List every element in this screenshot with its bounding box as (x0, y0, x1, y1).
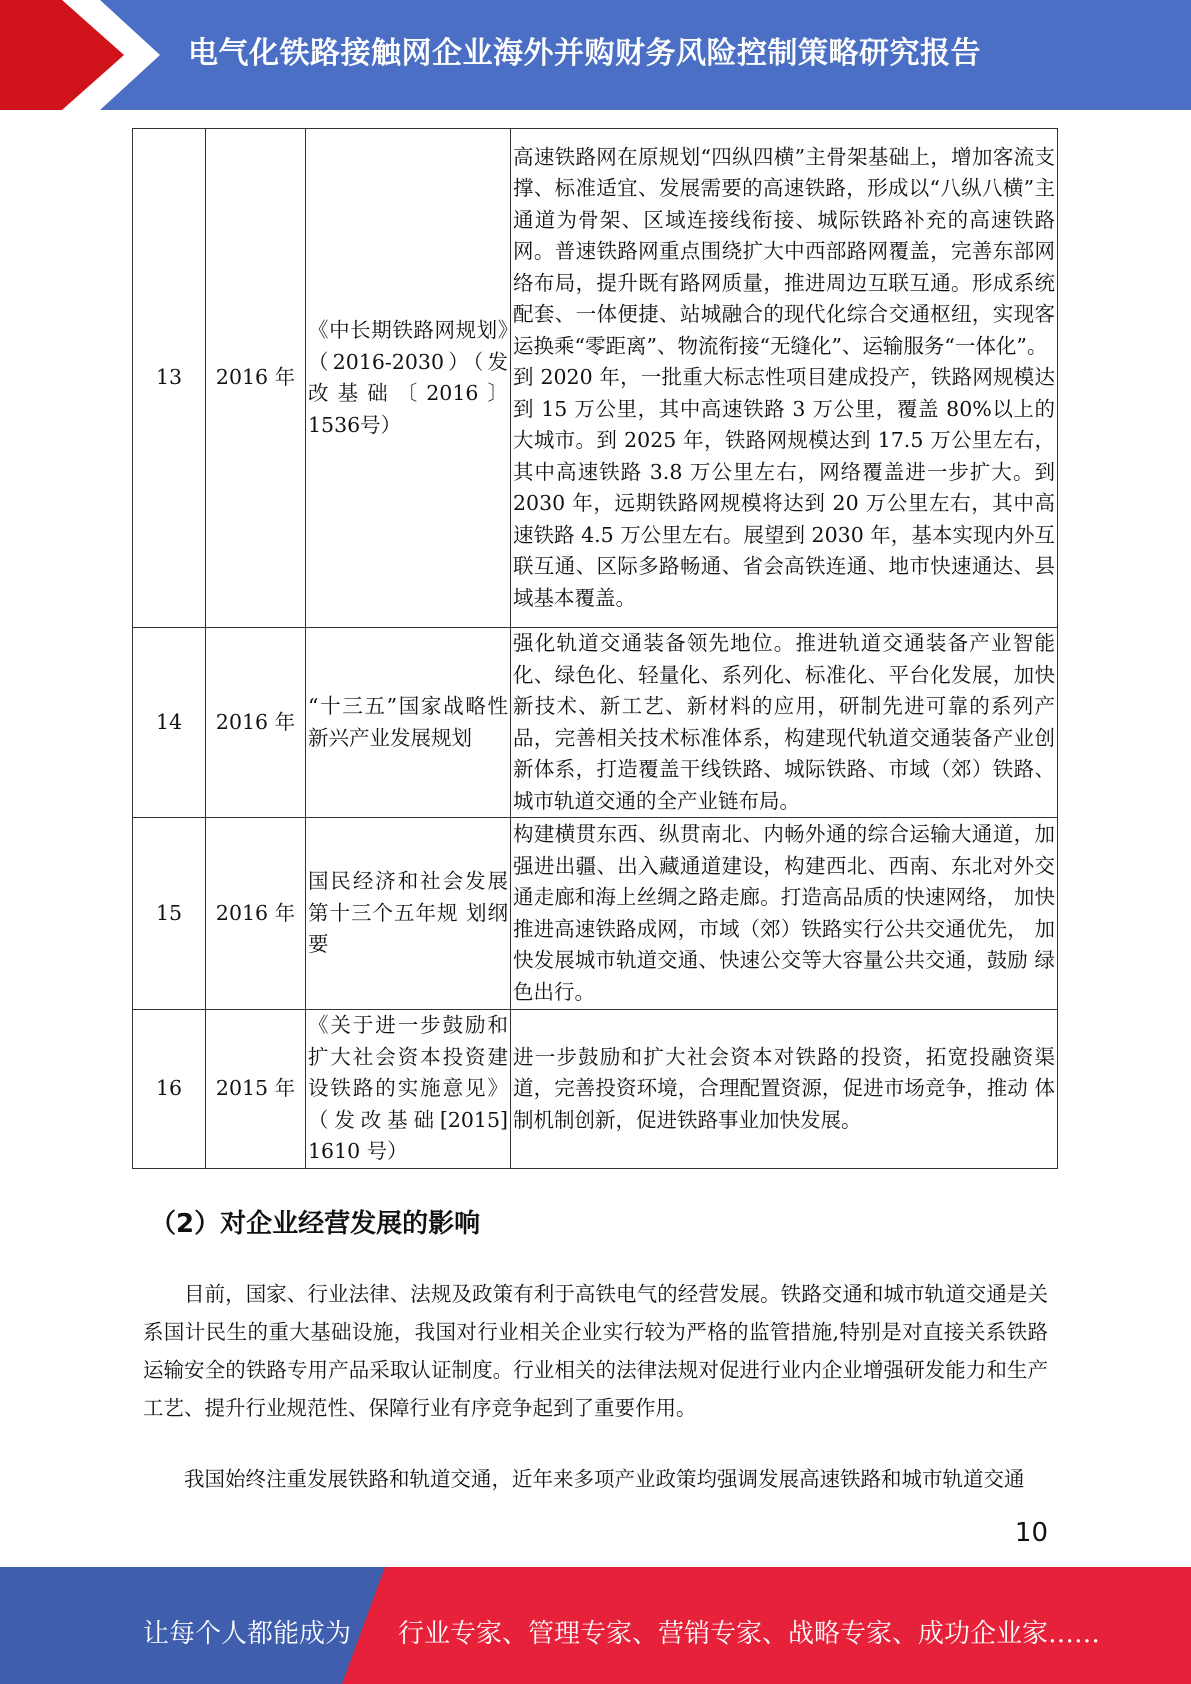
footer-banner (0, 1567, 1191, 1684)
footer-slogan-right: 行业专家、管理专家、营销专家、战略专家、成功企业家…… (398, 1619, 1101, 1649)
row-number: 15 (133, 818, 206, 1010)
body-paragraph: 目前，国家、行业法律、法规及政策有利于高铁电气的经营发展。铁路交通和城市轨道交通是关系国计民生的重大基础设施，我国对行业相关企业实行较为严格的监管措施,特别是对直接关系铁路运输安全的铁路专用产品采取认证制度。行业相关的法律法规对促进行业内企业增强研发能力和生产工艺、提升行业规范性、保障行业有序竞争起到了重要作用。 (143, 1282, 1048, 1420)
row-document: “十三五”国家战略性新兴产业发展规划 (306, 628, 511, 818)
section-heading: （2）对企业经营发展的影响 (150, 1209, 481, 1239)
row-number: 13 (133, 129, 206, 628)
page-number: 10 (1014, 1518, 1048, 1548)
row-content-part-2: 到 2020 年，一批重大标志性项目建成投产，铁路网规模达到 15 万公里，其中高速铁路 3 万公里，覆盖 80%以上的大城市。到 2025 年，铁路网规模达到 17.5 万公里左右，其中高速铁路 3.8 万公里左右，网络覆盖进一步扩大。到 2030 年，远期铁路网规模将达到 20 万公里左右，其中高速铁路 4.5 万公里左右。展望到 2030 年，基本实现内外互联互通、区际多路畅通、省会高铁连通、地市快速通达、县域基本覆盖。 (513, 365, 1055, 610)
row-year: 2015 年 (206, 1010, 306, 1169)
row-document: 《关于进一步鼓励和扩大社会资本投资建设铁路的实施意见》（发改基础[2015] 1610 号） (306, 1010, 511, 1169)
row-document: 《中长期铁路网规划》（2016-2030）（发改基础〔2016〕 1536号） (306, 129, 511, 628)
row-year: 2016 年 (206, 129, 306, 628)
table-row (133, 628, 1058, 818)
row-content: 强化轨道交通装备领先地位。推进轨道交通装备产业智能化、绿色化、轻量化、系列化、标准化、平台化发展，加快新技术、新工艺、新材料的应用，研制先进可靠的系列产品，完善相关技术标准体系，构建现代轨道交通装备产业创新体系，打造覆盖干线铁路、城际铁路、市域（郊）铁路、城市轨道交通的全产业链布局。 (511, 628, 1058, 818)
policy-table (132, 128, 1058, 1169)
row-content: 构建横贯东西、纵贯南北、内畅外通的综合运输大通道，加强进出疆、出入藏通道建设，构建西北、西南、东北对外交通走廊和海上丝绸之路走廊。打造高品质的快速网络， 加快推进高速铁路成网，市域（郊）铁路实行公共交通优先， 加快发展城市轨道交通、快速公交等大容量公共交通，鼓励 绿色出行。 (511, 818, 1058, 1010)
report-title: 电气化铁路接触网企业海外并购财务风险控制策略研究报告 (188, 36, 981, 71)
table-row (133, 129, 1058, 628)
footer-slogan-left: 让每个人都能成为 (143, 1619, 352, 1649)
table-row (133, 1010, 1058, 1169)
row-number: 14 (133, 628, 206, 818)
table-row (133, 818, 1058, 1010)
row-content (511, 129, 1058, 628)
row-document: 国民经济和社会发展第十三个五年规 划纲要 (306, 818, 511, 1010)
header-banner (0, 0, 1191, 110)
body-paragraph: 我国始终注重发展铁路和轨道交通，近年来多项产业政策均强调发展高速铁路和城市轨道交通 (184, 1467, 1025, 1491)
row-year: 2016 年 (206, 818, 306, 1010)
row-content-part-1: 高速铁路网在原规划“四纵四横”主骨架基础上，增加客流支撑、标准适宜、发展需要的高速铁路，形成以“八纵八横”主通道为骨架、区域连接线衔接、城际铁路补充的高速铁路网。普速铁路网重点围绕扩大中西部路网覆盖，完善东部网络布局，提升既有路网质量，推进周边互联互通。形成系统配套、一体便捷、站城融合的现代化综合交通枢纽，实现客运换乘“零距离”、物流衔接“无缝化”、运输服务“一体化”。 (513, 144, 1055, 358)
row-number: 16 (133, 1010, 206, 1169)
row-content: 进一步鼓励和扩大社会资本对铁路的投资，拓宽投融资渠 道，完善投资环境，合理配置资源，促进市场竞争，推动 体制机制创新，促进铁路事业加快发展。 (511, 1010, 1058, 1169)
row-year: 2016 年 (206, 628, 306, 818)
